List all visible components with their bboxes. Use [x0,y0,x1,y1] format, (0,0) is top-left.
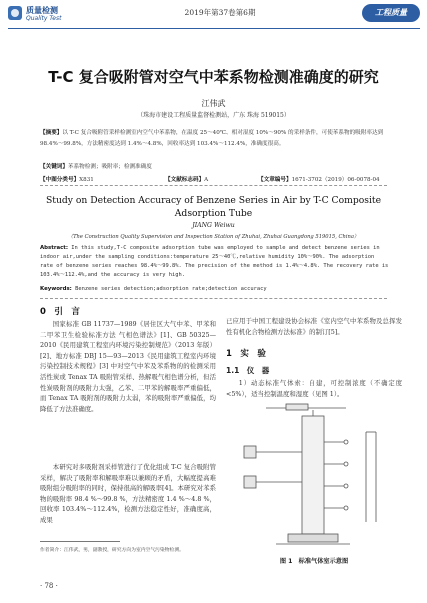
keywords-en-text: Benzene series detection;adsorption rate;detection accuracy [75,286,267,292]
article-title-cn: T-C 复合吸附管对空气中苯系物检测准确度的研究 [48,68,379,86]
author-en: JIANG Weiwu [192,222,235,229]
body-paragraph: 国家标准 GB 11737—1989《居住区大气中苯、甲苯和二甲苯卫生检验标准方法 气相色谱法》[1]、GB 50325—2010《民用建筑工程室内环境污染控制规范》（2013 年版）[2]、地方标准 DBJ 15—93—2013《民用建筑工程室内环境污染控制技术规程》[3] 中对空气中苯及苯系物的的检测采用活性炭或 Tenax TA 吸附管采样、热解吸气相色谱分析，但活性炭吸附剂的吸附力太强，乙苯、二甲苯的解吸率严重偏低，而 Tenax TA 吸附剂的吸附力太弱，苯的吸附率严重偏低，均降低了方法准确度。 [40,320,216,413]
author-cn: 江伟武 [201,99,226,108]
clc-label: 【中图分类号】 [40,177,80,183]
abstract-cn [40,128,390,149]
divider [40,185,387,186]
body-paragraph: 已应用于中国工程建设协会标准《室内空气中苯系物及总挥发性有机化合物检测方法标准》的制订[5]。 [226,317,402,336]
figure-standard-gas-chamber [226,402,402,552]
id-label: 【文章编号】 [258,177,292,183]
body-paragraph: 本研究对多吸附剂采样管进行了优化组成 T-C 复合吸附管采样，解决了吸附率和解吸率难以兼顾的矛盾，大幅度提高难吸附组分吸附率的同时，保持很高的解吸率[4]。本研究对苯系物的吸附率 98.4 %～99.8 %，方法精密度 1.4 %～4.8 %，回收率 103.4%～112.4%，检测方法稳定性好，准确度高，成果 [40,463,216,524]
keywords-en [40,286,390,292]
author-footnote: 作者简介：江伟武，男，副教授，研究方向为室内空气污染物检测。 [40,548,184,553]
abstract-en-label: Abstract: [40,245,69,251]
figure-caption: 图 1 标准气体室示意图 [279,558,349,565]
doc-label: 【文献标志码】 [165,177,205,183]
header-rule [8,28,420,29]
footnote-rule [40,541,120,542]
id-value: 1671-3702（2019）06-0078-04 [291,177,380,183]
journal-name-en: Quality Test [26,15,62,22]
document-code [165,175,208,183]
clc-number [40,175,94,183]
affiliation-en: （The Construction Quality Supervision and Inspection Station of Zhuhai, Zhuhai Guangdong 519015, China） [67,234,360,240]
abstract-cn-label: 【摘要】 [40,130,63,136]
divider [40,298,387,299]
abstract-en [40,244,390,280]
affiliation-cn: （珠海市建设工程质量监督检测站，广东 珠海 519015） [137,112,290,119]
body-paragraph: 1）动态标准气体索：自建，可控制浓度（不确定度<5%），适当控制温度和湿度（见图 1）。 [226,379,402,398]
journal-name: 质量检测 [26,6,58,15]
page-number: · 78 · [40,582,58,590]
brand-badge: 工程质量 [362,4,420,22]
section-heading-experiment: 1 实 验 [226,349,266,359]
keywords-en-label: Keywords: [40,286,72,292]
journal-logo-icon [8,6,22,20]
doc-value: A [204,177,209,183]
section-heading-intro: 0 引 言 [40,307,80,317]
keywords-cn-text: 苯系物检测；吸附率；检测准确度 [67,164,152,170]
abstract-cn-text: 以 T-C 复合吸附管采样检测室内空气中苯系物，在温度 25～40℃、相对湿度 10%～90% 的采样条件，可使苯系物的吸附率达到 98.4%～99.8%，方法精密度达到 1.4%～4.8%，回收率达到 103.4%～112.4%，准确度很高。 [40,130,384,147]
article-title-en: Study on Detection Accuracy of Benzene Series in Air by T-C Composite Adsorption Tube [45,195,382,219]
article-id [258,175,380,183]
abstract-en-text: In this study,T-C composite adsorption tube was employed to sample and detect benzene series in indoor air,under the sampling conditions:temperature 25～40℃,relative humidity 10%～90%. The adsorption rate of benzene series reaches 98.4%～99.8%. The precision of the method is 1.4%～4.8%. The recovery rate is 103.4%～112.4%,and the accuracy is very high. [40,245,389,278]
keywords-cn-label: 【关键词】 [40,164,68,170]
clc-value: X831 [79,177,94,183]
keywords-cn [40,162,390,170]
issue-info: 2019年第37卷第6期 [184,8,256,17]
subsection-heading-instruments: 1.1 仪 器 [226,366,270,375]
